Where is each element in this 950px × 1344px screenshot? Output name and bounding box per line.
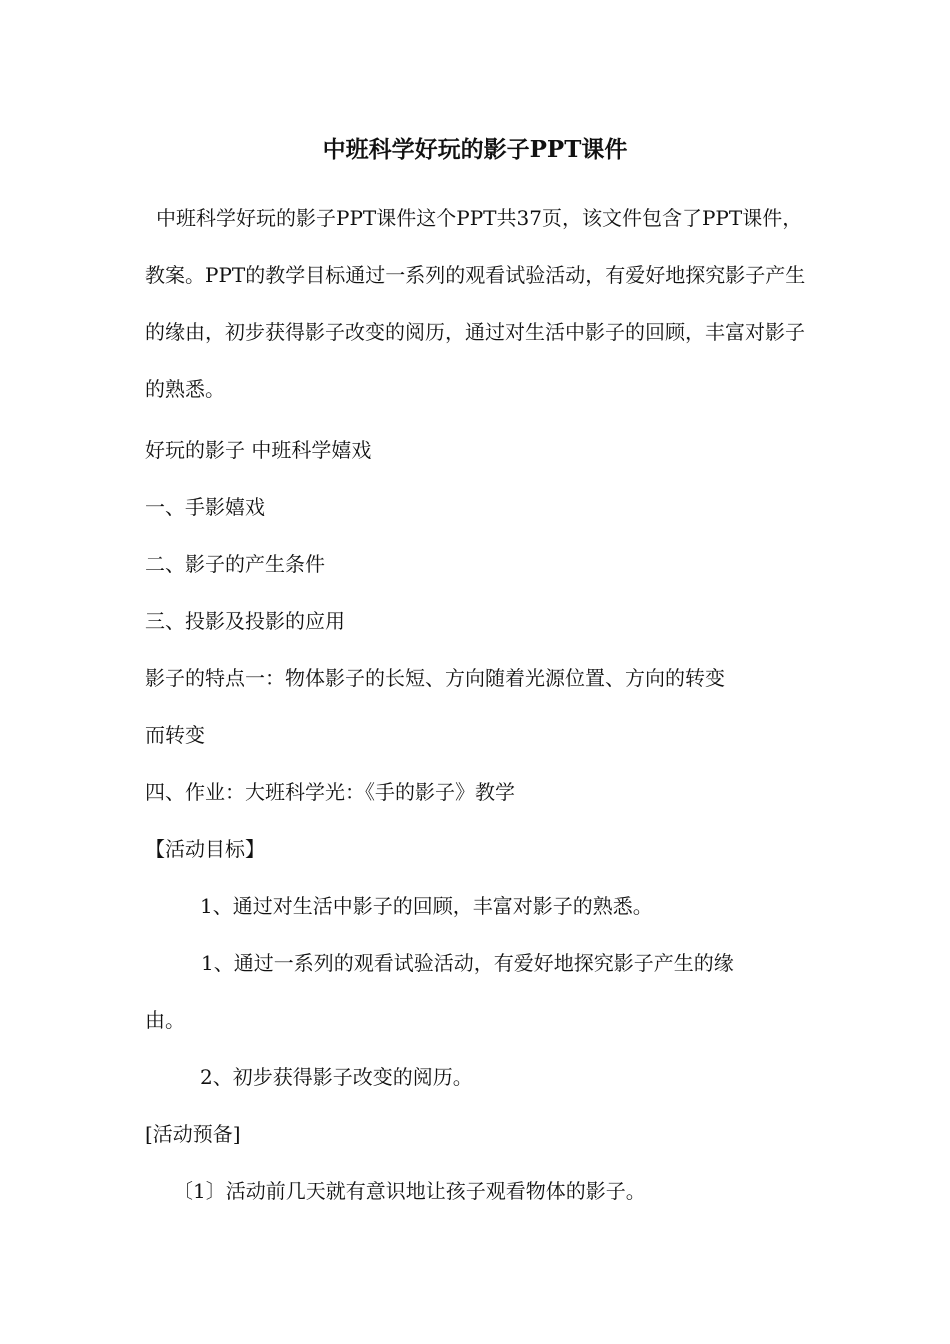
text-line-item-2: 二、影子的产生条件 bbox=[145, 552, 325, 576]
section-heading-preparation: [活动预备] bbox=[145, 1122, 241, 1146]
text-line-item-1: 一、手影嬉戏 bbox=[145, 495, 265, 519]
goal-item-2-cont: 由。 bbox=[145, 1008, 185, 1032]
goal-item-2: 1、通过一系列的观看试验活动，有爱好地探究影子产生的缘 bbox=[201, 951, 734, 975]
goal-item-3: 2、初步获得影子改变的阅历。 bbox=[200, 1065, 473, 1089]
text-line-feature: 影子的特点一：物体影子的长短、方向随着光源位置、方向的转变 bbox=[145, 666, 725, 690]
document-title: 中班科学好玩的影子PPT课件 bbox=[322, 136, 628, 163]
section-heading-goals: 【活动目标】 bbox=[145, 837, 265, 861]
goal-item-1: 1、通过对生活中影子的回顾，丰富对影子的熟悉。 bbox=[200, 894, 653, 918]
preparation-item-1: 〔1〕活动前几天就有意识地让孩子观看物体的影子。 bbox=[173, 1179, 646, 1203]
intro-paragraph: 中班科学好玩的影子PPT课件这个PPT共37页，该文件包含了PPT课件，教案。PPT的教学目标通过一系列的观看试验活动，有爱好地探究影子产生的缘由，初步获得影子改变的阅历，通过对生活中影子的回顾，丰富对影子的熟悉。 bbox=[145, 206, 806, 401]
text-line-item-4: 四、作业：大班科学光：《手的影子》教学 bbox=[145, 780, 515, 804]
text-line-feature-cont: 而转变 bbox=[145, 723, 205, 747]
text-line-heading: 好玩的影子 中班科学嬉戏 bbox=[145, 438, 372, 462]
text-line-item-3: 三、投影及投影的应用 bbox=[145, 609, 345, 633]
